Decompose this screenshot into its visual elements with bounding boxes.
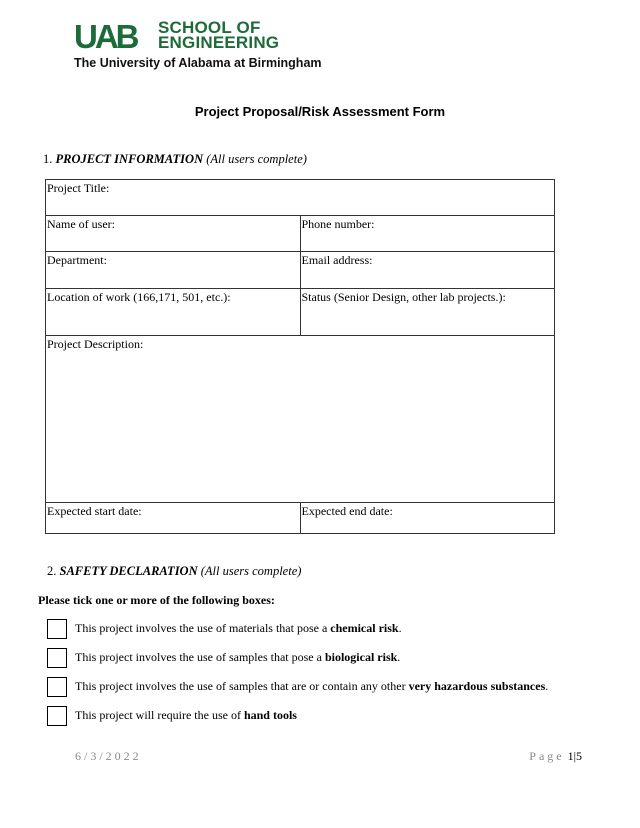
- section-2-note: (All users complete): [200, 564, 302, 578]
- document-title: Project Proposal/Risk Assessment Form: [194, 104, 446, 119]
- item-text-bold: hand tools: [243, 708, 297, 722]
- section-2-heading: [47, 564, 301, 579]
- email-address-label: Email address:: [301, 253, 373, 267]
- safety-item-text: [75, 621, 402, 636]
- logo-school-text: [158, 20, 279, 50]
- location-field[interactable]: [46, 289, 301, 336]
- safety-item-text: [75, 708, 297, 723]
- end-date-label: Expected end date:: [301, 504, 393, 518]
- page-separator: |: [573, 749, 576, 763]
- item-text-pre: This project involves the use of materials that pose a: [75, 621, 331, 635]
- department-field[interactable]: [46, 252, 301, 289]
- hazardous-substances-checkbox[interactable]: [47, 677, 67, 697]
- location-label: Location of work (166,171, 501, etc.):: [47, 290, 231, 304]
- start-date-label: Expected start date:: [47, 504, 142, 518]
- safety-item-text: [75, 650, 400, 665]
- department-label: Department:: [47, 253, 107, 267]
- section-2-title: SAFETY DECLARATION: [59, 564, 198, 578]
- hand-tools-checkbox[interactable]: [47, 706, 67, 726]
- project-information-table: [45, 179, 555, 534]
- phone-number-field[interactable]: [300, 216, 555, 252]
- tick-instruction: Please tick one or more of the following boxes:: [38, 593, 275, 607]
- logo-school-line1: SCHOOL OF: [158, 18, 261, 37]
- item-text-post: .: [545, 679, 549, 693]
- section-1-note: (All users complete): [206, 152, 307, 166]
- item-text-bold: very hazardous substances: [408, 679, 546, 693]
- name-of-user-label: Name of user:: [47, 217, 115, 231]
- safety-item-hand-tools: [47, 706, 607, 726]
- uab-logo-mark-icon: [74, 22, 154, 50]
- safety-item-biological: [47, 648, 607, 668]
- section-1-number: 1.: [43, 152, 53, 166]
- phone-number-label: Phone number:: [301, 217, 375, 231]
- item-text-post: .: [397, 650, 401, 664]
- section-2-number: 2.: [47, 564, 57, 578]
- project-title-field[interactable]: [46, 180, 555, 216]
- start-date-field[interactable]: [46, 503, 301, 534]
- safety-item-text: [75, 679, 548, 694]
- section-1-title: PROJECT INFORMATION: [55, 152, 204, 166]
- footer-page-number: [529, 749, 582, 764]
- status-field[interactable]: [300, 289, 555, 336]
- page-label: Page: [529, 749, 565, 763]
- name-of-user-field[interactable]: [46, 216, 301, 252]
- status-label: Status (Senior Design, other lab projects.):: [301, 290, 506, 304]
- university-name: The University of Alabama at Birmingham: [74, 56, 322, 70]
- email-address-field[interactable]: [300, 252, 555, 289]
- item-text-bold: chemical risk: [330, 621, 399, 635]
- item-text-pre: This project involves the use of samples that pose a: [75, 650, 325, 664]
- current-page: 1: [567, 749, 574, 763]
- total-pages: 5: [576, 749, 582, 763]
- project-description-field[interactable]: [46, 336, 555, 503]
- chemical-risk-checkbox[interactable]: [47, 619, 67, 639]
- item-text-pre: This project will require the use of: [75, 708, 244, 722]
- logo-mark-text: UAB: [74, 22, 137, 50]
- safety-item-hazardous: [47, 677, 607, 697]
- item-text-bold: biological risk: [324, 650, 398, 664]
- item-text-post: .: [398, 621, 402, 635]
- end-date-field[interactable]: [300, 503, 555, 534]
- footer-date: 6/3/2022: [75, 749, 142, 763]
- logo-school-line2: ENGINEERING: [158, 33, 280, 52]
- item-text-pre: This project involves the use of samples that are or contain any other: [75, 679, 409, 693]
- biological-risk-checkbox[interactable]: [47, 648, 67, 668]
- project-description-label: Project Description:: [47, 337, 144, 351]
- project-title-label: Project Title:: [47, 181, 110, 195]
- safety-item-chemical: [47, 619, 607, 639]
- section-1-heading: [43, 152, 307, 167]
